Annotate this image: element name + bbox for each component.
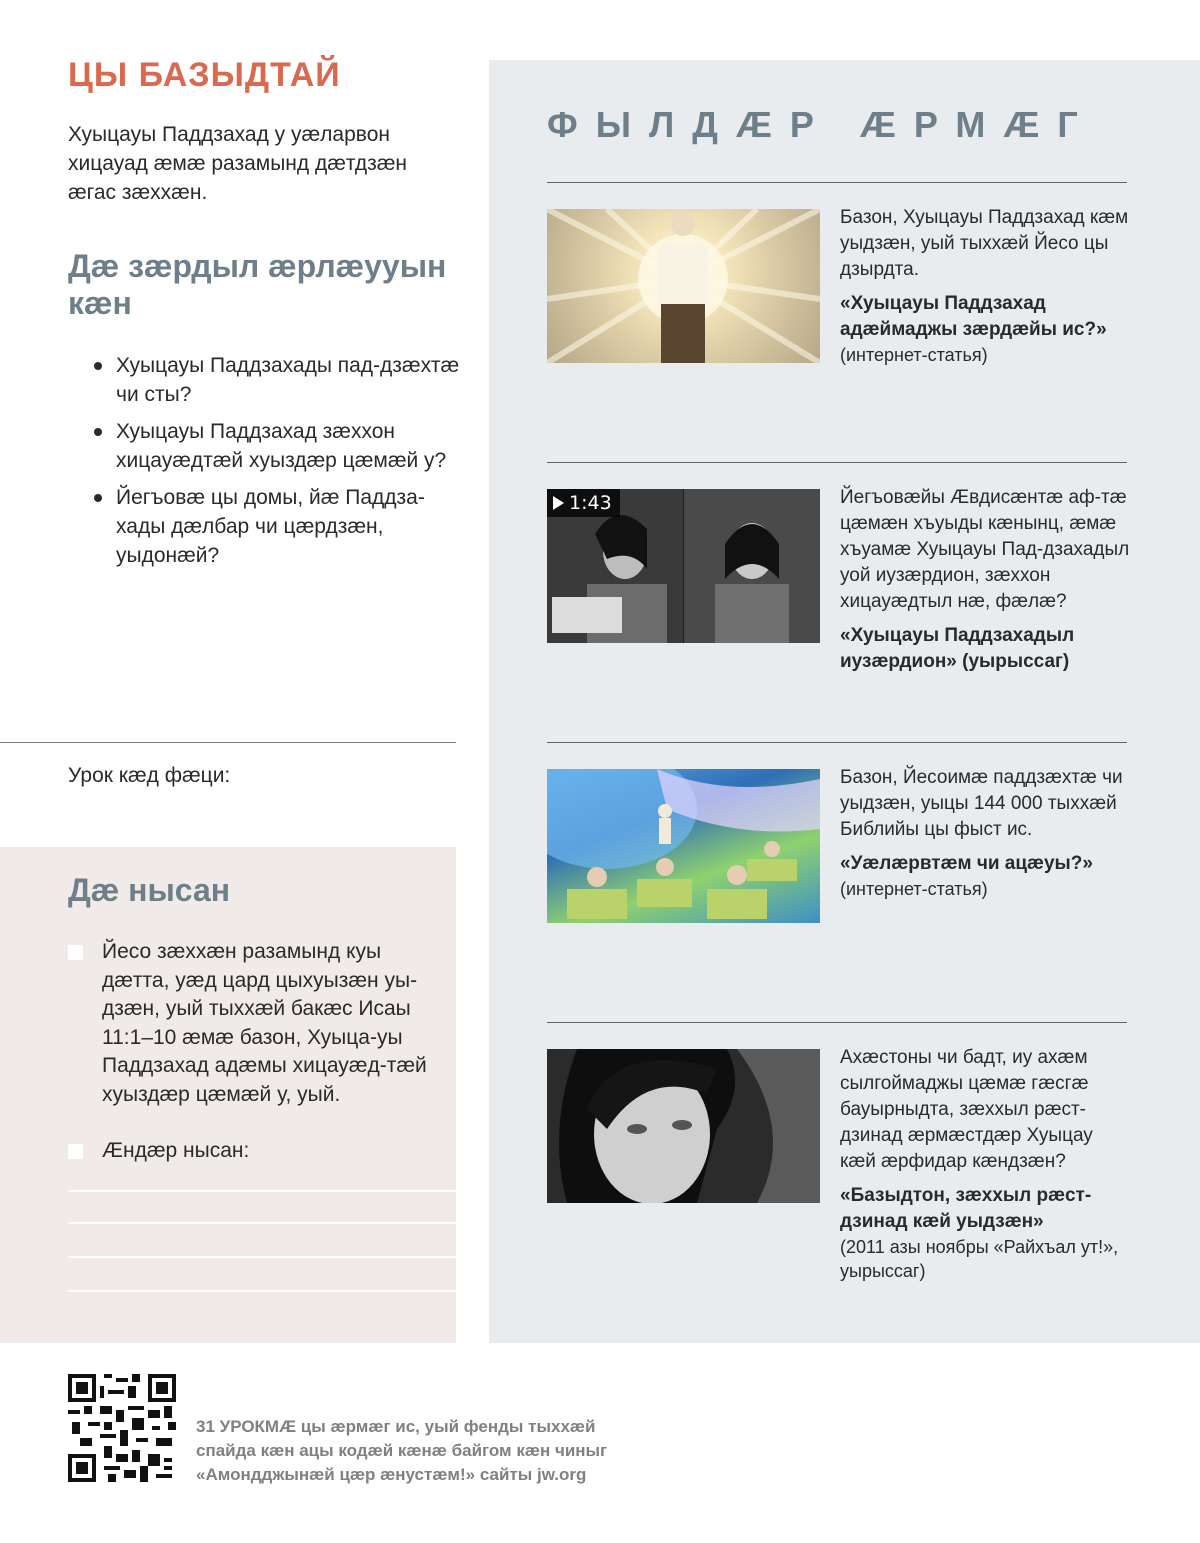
- goal-checkbox[interactable]: [68, 945, 83, 960]
- play-icon: [553, 496, 564, 510]
- more-item-note: (интернет-статья): [840, 879, 988, 899]
- video-duration-badge: [547, 489, 620, 517]
- summary-title: ЦЫ БАЗЫДТАЙ: [68, 56, 341, 94]
- heavenly-rulers-image[interactable]: [547, 769, 820, 923]
- prisoner-photo-video[interactable]: [547, 489, 820, 643]
- divider: [547, 182, 1127, 183]
- summary-text: Хуыцауы Паддзахад у уæларвон хицауад æмæ разамынд дæтдзæн æгас зæххæн.: [68, 123, 407, 204]
- divider: [547, 742, 1127, 743]
- glowing-man-image[interactable]: [547, 209, 820, 363]
- write-line[interactable]: [68, 1256, 456, 1258]
- write-line[interactable]: [68, 1222, 456, 1224]
- woman-portrait: [547, 1049, 820, 1203]
- more-item-reference-link[interactable]: «Базыдтон, зæххыл рæст-дзинад кæй уыдзæн»: [840, 1185, 1092, 1232]
- glowing-man-illustration: [547, 209, 820, 363]
- more-item-text: Йегъовæйы Æвдисæнтæ аф-тæ цæмæн хъуыды кæнынц, æмæ хъуамæ Хуыцауы Пад-дзахадыл уой иузæрдион, зæххон хицауæдтыл нæ, фæлæ?: [840, 487, 1130, 612]
- more-material-title: ФЫЛДÆР ÆРМÆГ: [547, 104, 1096, 145]
- more-item-reference-link[interactable]: «Уæлæрвтæм чи ацæуы?»: [840, 853, 1093, 874]
- goal-checkbox[interactable]: [68, 1144, 83, 1159]
- goal-item[interactable]: [68, 1137, 448, 1166]
- heavenly-rulers-illustration: [547, 769, 820, 923]
- review-question: Йегъовæ цы домы, йæ Паддза-хады дæлбар чи цæрдзæн, уыдонæй?: [90, 483, 460, 570]
- review-question-list: [90, 351, 460, 578]
- write-line[interactable]: [68, 1290, 456, 1292]
- more-item: [840, 485, 1130, 675]
- goal-item-label: Йесо зæххæн разамынд куы дæтта, уæд цард цыхуызæн уы-дзæн, уый тыххæй бакæс Исаы 11:1–10 æмæ базон, Хуыца-уы Паддзахад адæмы хицауæд-тæй хуыздæр цæмæй у, уый.: [102, 940, 427, 1106]
- lesson-completed-date-label: Урок кæд фæци:: [68, 764, 231, 787]
- divider: [547, 1022, 1127, 1023]
- more-item-text: Базон, Хуыцауы Паддзахад кæм уыдзæн, уый тыххæй Йесо цы дзырдта.: [840, 207, 1129, 280]
- more-item-note: (интернет-статья): [840, 345, 988, 365]
- review-title: Дæ зæрдыл æрлæууын кæн: [68, 248, 447, 321]
- more-item: [840, 1045, 1130, 1283]
- more-item-reference-link[interactable]: «Хуыцауы Паддзахад адæймаджы зæрдæйы ис?»: [840, 293, 1107, 340]
- write-line[interactable]: [68, 1190, 456, 1192]
- divider: [0, 742, 456, 743]
- goal-title: Дæ нысан: [68, 872, 231, 908]
- woman-portrait-image[interactable]: [547, 1049, 820, 1203]
- more-item-text: Ахæстоны чи бадт, иу ахæм сылгоймаджы цæмæ гæсгæ бауырныдта, зæххыл рæст-дзинад æрмæстдæр Хуыцау кæй æрфидар кæндзæн?: [840, 1047, 1093, 1172]
- more-item-reference-link[interactable]: «Хуыцауы Паддзахадыл иузæрдион» (уырыссаг): [840, 625, 1075, 672]
- more-item-text: Базон, Йесоимæ паддзæхтæ чи уыдзæн, уыцы 144 000 тыххæй Библийы цы фыст ис.: [840, 767, 1123, 840]
- goal-item[interactable]: [68, 938, 448, 1109]
- qr-code[interactable]: [68, 1374, 176, 1482]
- divider: [547, 462, 1127, 463]
- more-item: [840, 205, 1130, 367]
- review-question: Хуыцауы Паддзахад зæххон хицауæдтæй хуыздæр цæмæй у?: [90, 417, 460, 475]
- footer-text: 31 УРОКМÆ цы æрмæг ис, уый фенды тыххæй спайда кæн ацы кодæй кæнæ байгом кæн чиныг «Амондджынæй цæр æнустæм!» сайты jw.org: [196, 1417, 608, 1484]
- more-item: [840, 765, 1130, 901]
- more-item-note: (2011 азы ноябры «Райхъал ут!», уырыссаг): [840, 1237, 1119, 1281]
- qr-code-icon: [68, 1374, 176, 1482]
- video-duration: 1:43: [569, 492, 612, 514]
- goal-item-label: Æндæр нысан:: [102, 1139, 250, 1162]
- review-question: Хуыцауы Паддзахады пад-дзæхтæ чи сты?: [90, 351, 460, 409]
